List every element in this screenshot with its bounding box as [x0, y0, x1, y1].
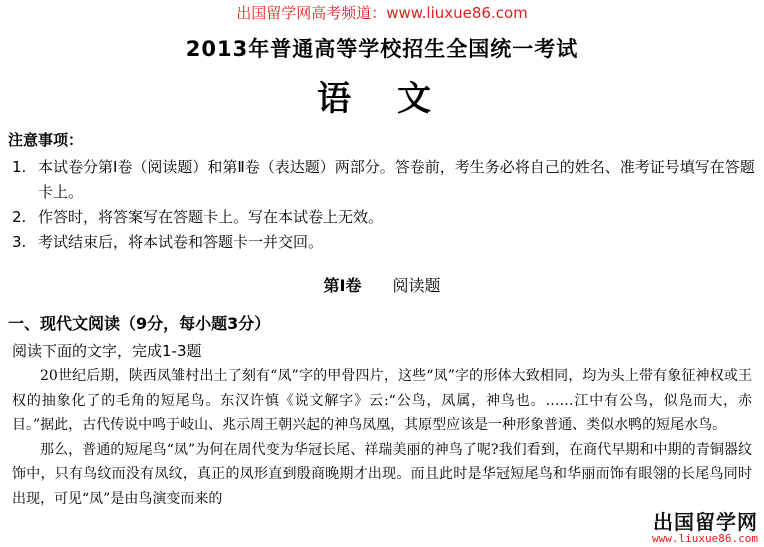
notice-number: 2.	[12, 208, 27, 226]
reading-passage	[12, 364, 752, 511]
site-banner[interactable]: 出国留学网高考频道：www.liuxue86.com	[236, 4, 528, 22]
notice-item	[12, 230, 757, 255]
watermark-url: www.liuxue86.com	[652, 532, 758, 545]
passage-paragraph: 20世纪后期，陕西凤雏村出土了刻有“凤”字的甲骨四片，这些“凤”字的形体大致相同，均为头上带有象征神权或王权的抽象化了的毛角的短尾鸟。东汉许慎《说文解字》云:“公鸟，凤属，神鸟也。……江中有公鸟，似凫而大，赤目。”据此，古代传说中鸣于岐山、兆示周王朝兴起的神鸟凤凰，其原型应该是一种形象普通、类似水鸭的短尾水鸟。	[12, 368, 752, 433]
exam-title: 2013年普通高等学校招生全国统一考试	[185, 37, 579, 61]
part-heading: 一、现代文阅读（9分，每小题3分）	[8, 314, 271, 333]
notice-heading: 注意事项：	[8, 131, 84, 149]
notice-item	[12, 155, 757, 205]
notice-list	[12, 155, 757, 255]
watermark-logo	[618, 511, 758, 545]
notice-item	[12, 205, 757, 230]
section-name: 阅读题	[392, 276, 441, 295]
subject-title: 语文	[317, 79, 477, 119]
notice-text: 本试卷分第Ⅰ卷（阅读题）和第Ⅱ卷（表达题）两部分。答卷前，考生务必将自己的姓名、准考证号填写在答题卡上。	[38, 158, 755, 201]
notice-text: 考试结束后，将本试卷和答题卡一并交回。	[38, 233, 324, 251]
section-volume: 第Ⅰ卷	[323, 276, 362, 295]
reading-instruction: 阅读下面的文字，完成1-3题	[12, 342, 202, 360]
section-heading	[0, 275, 764, 297]
watermark-name: 出国留学网	[653, 510, 758, 534]
notice-number: 1.	[12, 158, 27, 176]
notice-number: 3.	[12, 233, 27, 251]
passage-paragraph: 那么，普通的短尾鸟“凤”为何在周代变为华冠长尾、祥瑞美丽的神鸟了呢?我们看到，在商代早期和中期的青铜器纹饰中，只有鸟纹而没有凤纹，真正的凤形直到殷商晚期才出现。而且此时是华冠短尾鸟和华丽而饰有眼翎的长尾鸟同时出现，可见“凤”是由鸟演变而来的	[12, 441, 752, 507]
notice-text: 作答时，将答案写在答题卡上。写在本试卷上无效。	[38, 208, 384, 226]
